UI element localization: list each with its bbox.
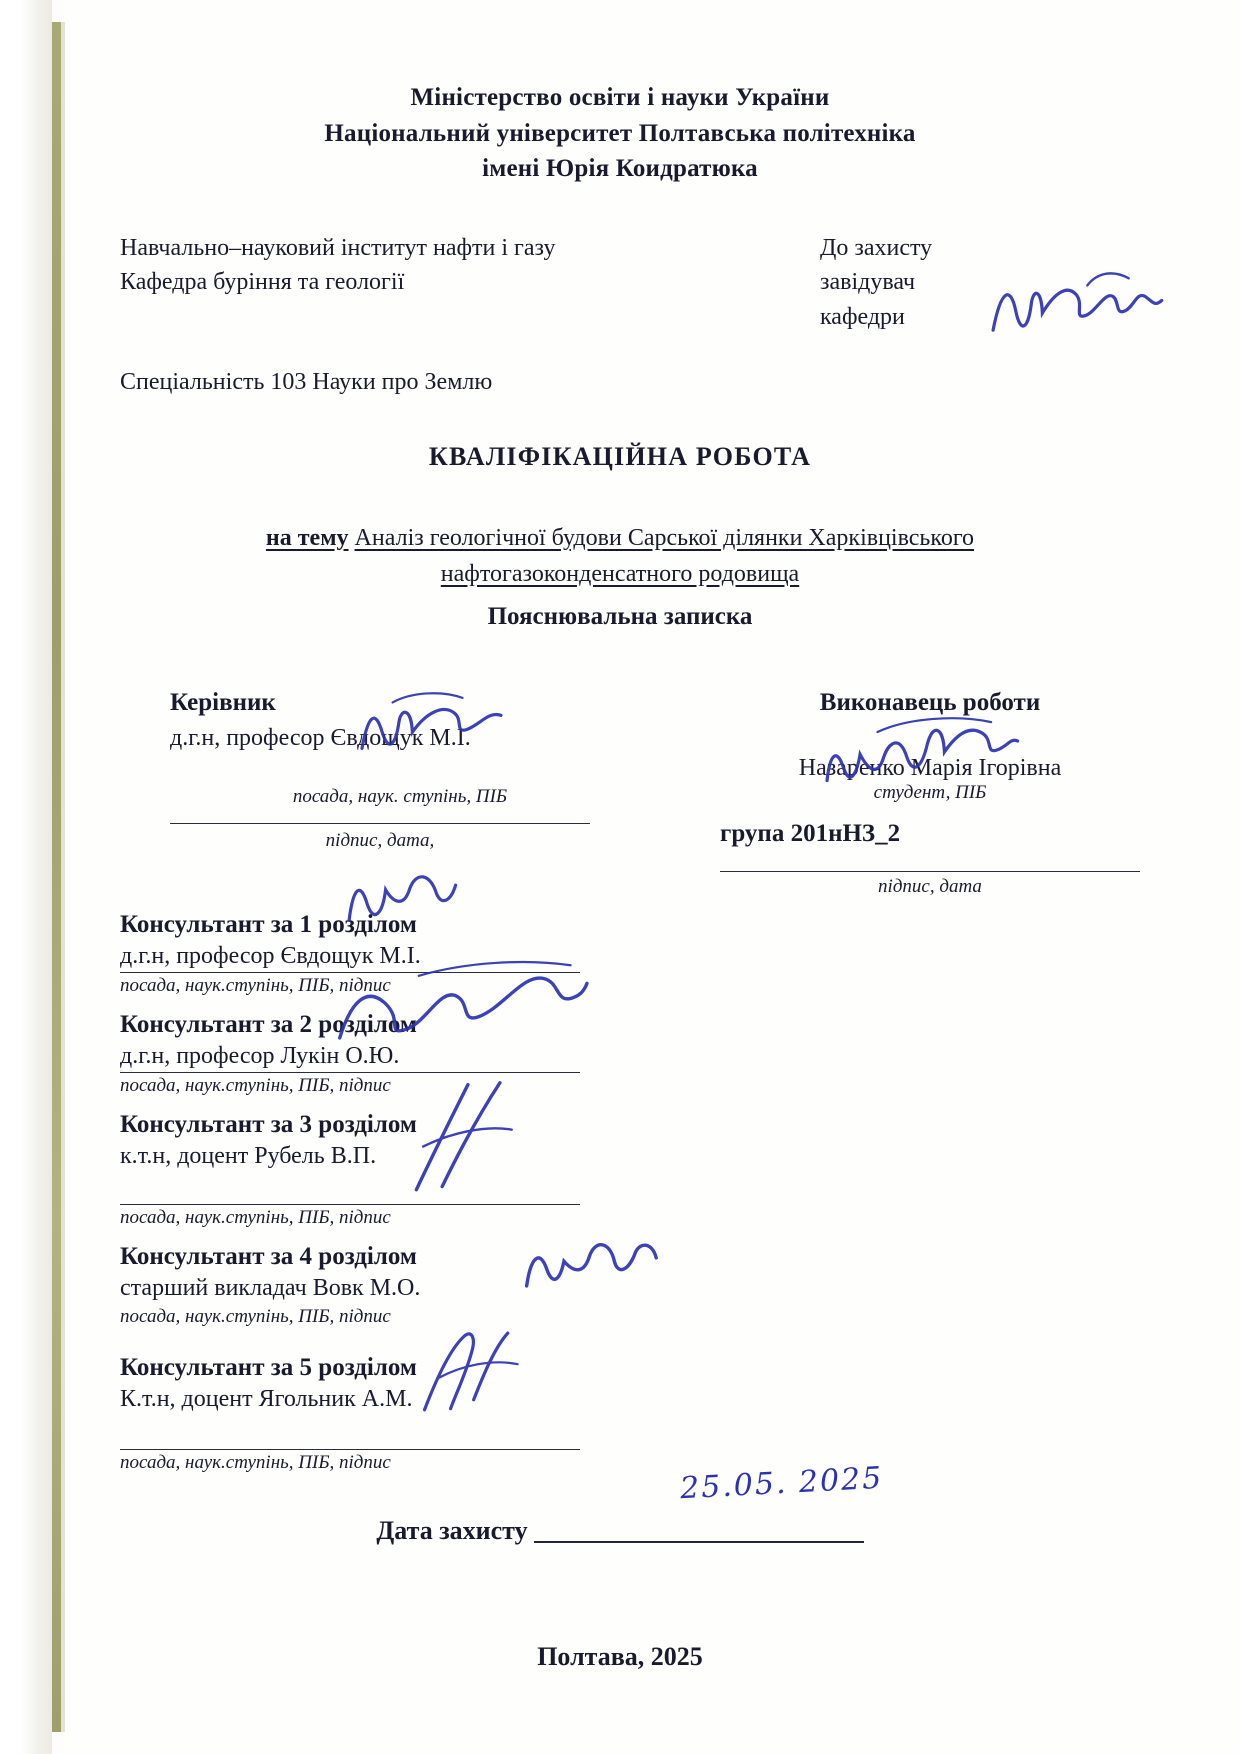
approval-line-2: завідувач xyxy=(820,269,916,296)
consultant-2-rule xyxy=(120,1072,580,1073)
supervisor-position-caption: посада, наук. ступінь, ПІБ xyxy=(292,786,508,808)
specialty-line: Спеціальність 103 Науки про Землю xyxy=(120,368,493,395)
student-group: група 201нНЗ_2 xyxy=(720,820,901,848)
scan-left-margin xyxy=(0,0,52,1754)
city-year: Полтава, 2025 xyxy=(537,1642,703,1672)
defence-date-handwritten: 25.05. 2025 xyxy=(679,1460,885,1507)
consultant-4-title: Консультант за 4 розділом xyxy=(120,1243,417,1271)
institute-approval-row xyxy=(120,231,1120,335)
ministry-line-2: Національний університет Полтавська політехніка xyxy=(324,119,916,147)
document-content xyxy=(120,80,1120,1672)
consultant-5-rule xyxy=(120,1449,580,1450)
consultant-2-name: д.г.н, професор Лукін О.Ю. xyxy=(120,1043,400,1070)
consultant-5-caption: посада, наук.ступінь, ПІБ, підпис xyxy=(120,1452,391,1474)
consultant-2-title: Консультант за 2 розділом xyxy=(120,1011,417,1039)
consultant-3-rule xyxy=(120,1204,580,1205)
student-role: Виконавець роботи xyxy=(819,689,1041,717)
defence-date-label: Дата захисту xyxy=(376,1516,528,1546)
student-name: Назаренко Марія Ігорівна xyxy=(798,755,1062,782)
consultant-3-caption: посада, наук.ступінь, ПІБ, підпис xyxy=(120,1207,391,1229)
supervisor-column xyxy=(170,689,630,852)
theme-text-2: нафтогазоконденсатного родовища xyxy=(440,560,800,587)
consultant-1-title: Консультант за 1 розділом xyxy=(120,911,417,939)
supervisor-role: Керівник xyxy=(170,689,276,717)
supervisor-signature-caption: підпис, дата, xyxy=(325,830,435,852)
theme-line-2 xyxy=(120,556,1120,592)
consultants-block xyxy=(120,911,1120,1474)
supervisor-name: д.г.н, професор Євдощук М.І. xyxy=(170,725,471,752)
institute-name: Навчально–науковий інститут нафти і газу xyxy=(120,234,556,261)
consultant-2-caption: посада, наук.ступінь, ПІБ, підпис xyxy=(120,1075,391,1097)
theme-block xyxy=(120,520,1120,636)
consultant-3-name: к.т.н, доцент Рубель В.П. xyxy=(120,1143,377,1170)
consultant-1-rule xyxy=(120,972,580,973)
approval-line-3: кафедри xyxy=(820,304,905,331)
defence-date-line xyxy=(534,1541,864,1543)
ministry-line-1: Міністерство освіти і науки України xyxy=(410,84,830,111)
consultant-5-title: Консультант за 5 розділом xyxy=(120,1354,417,1382)
institute-block xyxy=(120,231,740,335)
theme-text-1: Аналіз геологічної будови Сарської ділянки Харківцівського xyxy=(354,524,975,551)
ministry-line-3: імені Юрія Коидратюка xyxy=(482,155,758,182)
consultant-1 xyxy=(120,911,1120,997)
student-signature-rule xyxy=(720,870,1140,872)
consultant-1-name: д.г.н, професор Євдощук М.І. xyxy=(120,943,421,970)
student-column xyxy=(720,689,1140,898)
consultant-4-name: старший викладач Вовк М.О. xyxy=(120,1275,421,1302)
theme-lead: на тему xyxy=(265,524,349,551)
supervisor-signature-rule xyxy=(170,822,590,824)
consultant-1-caption: посада, наук.ступінь, ПІБ, підпис xyxy=(120,975,391,997)
approval-line-1: До захисту xyxy=(820,234,933,261)
document-title: КВАЛІФІКАЦІЙНА РОБОТА xyxy=(428,441,812,471)
consultant-4 xyxy=(120,1243,1120,1328)
people-block xyxy=(120,689,1120,898)
scan-binding-strip xyxy=(52,22,61,1732)
theme-line-1 xyxy=(120,520,1120,556)
consultant-5-name: К.т.н, доцент Ягольник А.М. xyxy=(120,1386,413,1413)
student-signature-caption: підпис, дата xyxy=(878,876,982,898)
department-name: Кафедра буріння та геології xyxy=(120,269,405,296)
consultant-3-title: Консультант за 3 розділом xyxy=(120,1111,417,1139)
defence-date-row xyxy=(120,1516,1120,1546)
student-position-caption: студент, ПІБ xyxy=(873,782,987,804)
explanatory-note-label: Пояснювальна записка xyxy=(487,602,753,630)
consultant-3 xyxy=(120,1111,1120,1229)
consultant-2 xyxy=(120,1011,1120,1097)
ministry-header xyxy=(120,80,1120,187)
approval-block xyxy=(820,231,1120,335)
consultant-4-caption: посада, наук.ступінь, ПІБ, підпис xyxy=(120,1306,391,1328)
consultant-5 xyxy=(120,1354,1120,1474)
